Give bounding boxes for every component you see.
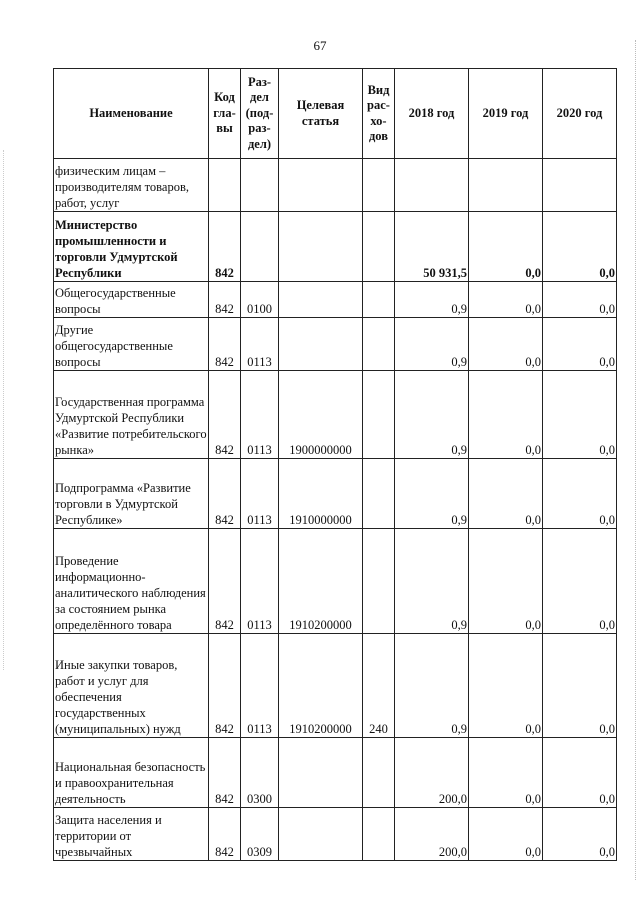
cell-y2020: 0,0 [543,318,617,371]
cell-article [279,738,363,808]
scan-edge-left [3,150,5,670]
table-row [54,282,617,318]
cell-y2019: 0,0 [469,529,543,634]
header-2019: 2019 год [469,69,543,159]
cell-y2019: 0,0 [469,371,543,459]
cell-chapter: 842 [209,318,241,371]
cell-expense [363,282,395,318]
table-row [54,738,617,808]
table-row [54,459,617,529]
cell-expense [363,212,395,282]
cell-article: 1900000000 [279,371,363,459]
cell-y2020: 0,0 [543,459,617,529]
header-expense: Вид рас-хо-дов [363,69,395,159]
cell-y2019: 0,0 [469,459,543,529]
cell-expense [363,159,395,212]
cell-name: физическим лицам – производителям товаров, работ, услуг [54,159,209,212]
cell-section: 0113 [241,459,279,529]
cell-y2018: 200,0 [395,808,469,861]
cell-y2019 [469,159,543,212]
cell-name: Подпрограмма «Развитие торговли в Удмуртской Республике» [54,459,209,529]
cell-y2020: 0,0 [543,634,617,738]
cell-expense [363,529,395,634]
cell-y2020: 0,0 [543,808,617,861]
cell-y2018: 0,9 [395,282,469,318]
cell-chapter: 842 [209,212,241,282]
cell-y2018 [395,159,469,212]
cell-article: 1910000000 [279,459,363,529]
cell-expense [363,318,395,371]
cell-chapter: 842 [209,282,241,318]
cell-y2018: 0,9 [395,634,469,738]
cell-expense [363,371,395,459]
cell-article [279,318,363,371]
cell-chapter: 842 [209,459,241,529]
page-number: 67 [313,38,327,53]
cell-chapter: 842 [209,808,241,861]
cell-article [279,212,363,282]
table-row [54,212,617,282]
cell-article: 1910200000 [279,634,363,738]
cell-y2018: 0,9 [395,529,469,634]
cell-y2019: 0,0 [469,318,543,371]
cell-expense: 240 [363,634,395,738]
cell-y2020: 0,0 [543,529,617,634]
header-2018: 2018 год [395,69,469,159]
table-row [54,529,617,634]
header-chapter: Код гла-вы [209,69,241,159]
cell-name: Национальная безопасность и правоохранительная деятельность [54,738,209,808]
cell-y2020: 0,0 [543,371,617,459]
cell-name: Проведение информационно-аналитического наблюдения за состоянием рынка определённого товара [54,529,209,634]
cell-article: 1910200000 [279,529,363,634]
cell-section [241,212,279,282]
budget-table [53,68,617,861]
cell-y2020: 0,0 [543,212,617,282]
cell-y2019: 0,0 [469,634,543,738]
table-row [54,159,617,212]
cell-y2018: 200,0 [395,738,469,808]
cell-section: 0113 [241,371,279,459]
cell-y2020 [543,159,617,212]
cell-chapter: 842 [209,371,241,459]
header-row [54,69,617,159]
cell-section: 0113 [241,529,279,634]
cell-y2019: 0,0 [469,282,543,318]
cell-chapter [209,159,241,212]
cell-y2020: 0,0 [543,738,617,808]
header-name: Наименование [54,69,209,159]
cell-section [241,159,279,212]
table-row [54,808,617,861]
cell-expense [363,459,395,529]
cell-y2019: 0,0 [469,808,543,861]
scan-edge-right [634,40,636,880]
cell-y2019: 0,0 [469,738,543,808]
cell-name: Иные закупки товаров, работ и услуг для обеспечения государственных (муниципальных) нужд [54,634,209,738]
cell-name: Государственная программа Удмуртской Республики «Развитие потребительского рынка» [54,371,209,459]
cell-y2018: 0,9 [395,371,469,459]
cell-name: Другие общегосударственные вопросы [54,318,209,371]
cell-chapter: 842 [209,529,241,634]
cell-y2020: 0,0 [543,282,617,318]
header-2020: 2020 год [543,69,617,159]
table-row [54,371,617,459]
cell-y2018: 0,9 [395,318,469,371]
header-section: Раз-дел (под-раз-дел) [241,69,279,159]
cell-name: Общегосударственные вопросы [54,282,209,318]
table-row [54,634,617,738]
cell-expense [363,808,395,861]
cell-chapter: 842 [209,634,241,738]
cell-expense [363,738,395,808]
cell-name: Министерство промышленности и торговли Удмуртской Республики [54,212,209,282]
cell-article [279,808,363,861]
cell-section: 0309 [241,808,279,861]
cell-article [279,159,363,212]
header-article: Целевая статья [279,69,363,159]
cell-y2018: 0,9 [395,459,469,529]
cell-name: Защита населения и территории от чрезвычайных [54,808,209,861]
cell-chapter: 842 [209,738,241,808]
cell-section: 0113 [241,318,279,371]
table-row [54,318,617,371]
cell-y2018: 50 931,5 [395,212,469,282]
cell-section: 0113 [241,634,279,738]
table-body [54,159,617,861]
cell-section: 0100 [241,282,279,318]
cell-y2019: 0,0 [469,212,543,282]
cell-section: 0300 [241,738,279,808]
cell-article [279,282,363,318]
